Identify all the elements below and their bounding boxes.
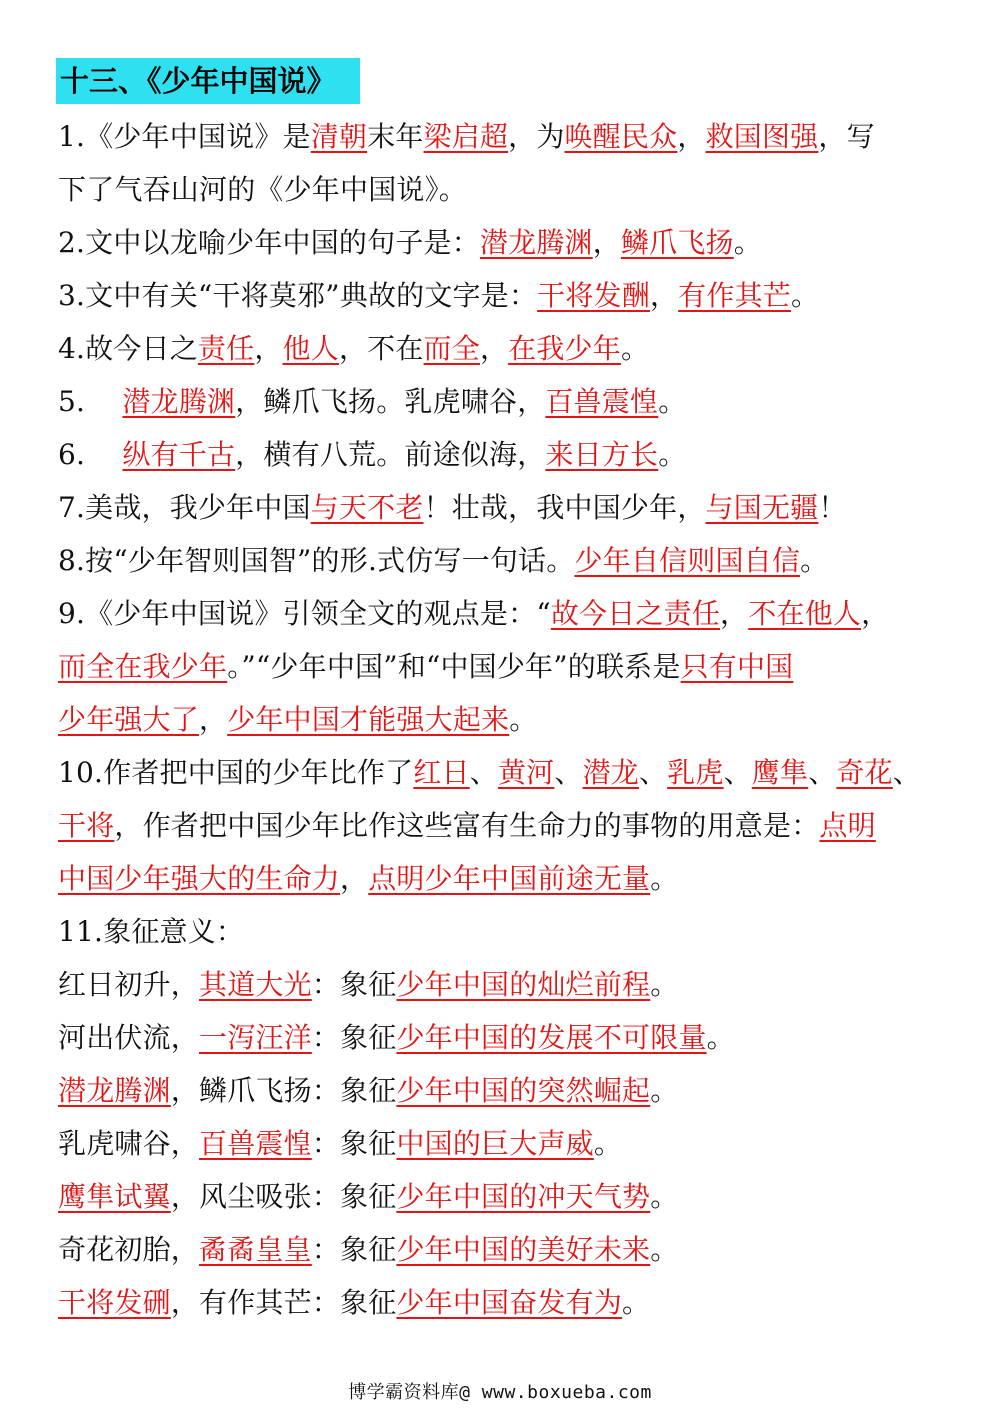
- body-text: 。: [650, 1180, 679, 1213]
- body-text: 、: [892, 756, 921, 789]
- answer-text: 点明少年中国前途无量: [368, 862, 651, 895]
- body-text: 、: [723, 756, 752, 789]
- text-line: [58, 905, 948, 958]
- body-text: 。: [800, 544, 829, 577]
- body-text: 乳虎啸谷，: [58, 1127, 200, 1160]
- body-text: 。: [620, 332, 650, 365]
- text-line: [58, 1064, 948, 1117]
- text-line: [58, 534, 948, 587]
- answer-text: 乳虎: [667, 756, 724, 789]
- answer-text: 潜龙腾渊: [58, 1074, 171, 1107]
- body-text: 。: [650, 862, 679, 895]
- answer-text: 与国无疆: [705, 491, 819, 524]
- answer-text: 少年自信则国自信: [574, 544, 801, 577]
- content-body: [58, 110, 948, 1329]
- body-text: ！: [818, 491, 847, 524]
- answer-text: 他人: [282, 332, 339, 365]
- body-text: ，: [720, 597, 749, 630]
- body-text: ，鳞爪飞扬。乳虎啸谷，: [235, 385, 546, 418]
- body-text: 下了气吞山河的《少年中国说》。: [58, 173, 468, 206]
- body-text: ，不在: [338, 332, 424, 365]
- body-text: 。: [658, 385, 687, 418]
- text-line: [58, 1117, 948, 1170]
- body-text: ，: [861, 597, 890, 630]
- answer-text: 来日方长: [545, 438, 659, 471]
- text-line: [58, 1011, 948, 1064]
- body-text: 3.文中有关“干将莫邪”典故的文字是：: [58, 279, 538, 312]
- answer-text: 有作其芒: [678, 279, 791, 312]
- body-text: 、: [469, 756, 498, 789]
- body-text: 红日初升，: [58, 968, 200, 1001]
- body-text: 10.作者把中国的少年比作了: [58, 756, 414, 789]
- answer-text: 救国图强: [705, 120, 819, 153]
- answer-text: 而全: [423, 332, 480, 365]
- body-text: ，横有八荒。前途似海，: [235, 438, 546, 471]
- body-text: ：象征: [311, 1233, 397, 1266]
- body-text: ：象征: [311, 1021, 397, 1054]
- text-line: [58, 587, 948, 640]
- body-text: ：象征: [311, 968, 397, 1001]
- text-line: [58, 322, 948, 375]
- body-text: ，作者把中国少年比作这些富有生命力的事物的用意是：: [114, 809, 820, 842]
- body-text: 。: [733, 226, 762, 259]
- answer-text: 其道大光: [199, 968, 312, 1001]
- answer-text: 而全在我少年: [58, 650, 228, 683]
- body-text: 。: [650, 1074, 679, 1107]
- answer-text: 少年中国的灿烂前程: [396, 968, 651, 1001]
- body-text: ，风尘吸张：象征: [170, 1180, 397, 1213]
- text-line: [58, 1223, 948, 1276]
- body-text: 。: [622, 1286, 651, 1319]
- body-text: 2.文中以龙喻少年中国的句子是：: [58, 226, 480, 259]
- answer-text: 奇花: [836, 756, 893, 789]
- answer-text: 红日: [413, 756, 470, 789]
- text-line: [58, 1276, 948, 1329]
- answer-text: 干将发酬: [537, 279, 650, 312]
- text-line: [58, 163, 948, 216]
- body-text: 、: [554, 756, 583, 789]
- body-text: 。: [593, 1127, 623, 1160]
- body-text: ，: [254, 332, 283, 365]
- text-line: [58, 269, 948, 322]
- body-text: 。: [706, 1021, 735, 1054]
- answer-text: 百兽震惶: [199, 1127, 312, 1160]
- answer-text: 干将: [58, 809, 115, 842]
- body-text: ，: [677, 120, 706, 153]
- answer-text: 黄河: [497, 756, 555, 789]
- body-text: 、: [808, 756, 837, 789]
- text-line: [58, 958, 948, 1011]
- answer-text: 少年中国才能强大起来: [227, 703, 510, 736]
- answer-text: 与天不老: [310, 491, 424, 524]
- answer-text: 纵有千古: [122, 438, 236, 471]
- body-text: 奇花初胎，: [58, 1233, 200, 1266]
- answer-text: 潜龙腾渊: [479, 226, 593, 259]
- answer-text: 鹰隼试翼: [58, 1180, 171, 1213]
- body-text: 。”“少年中国”和“中国少年”的联系是: [227, 650, 681, 683]
- answer-text: 中国的巨大声威: [396, 1127, 594, 1160]
- answer-text: 少年中国的突然崛起: [396, 1074, 651, 1107]
- body-text: ！壮哉，我中国少年，: [423, 491, 706, 524]
- body-text: 6.: [58, 438, 123, 471]
- body-text: ，: [479, 332, 509, 365]
- body-text: ，: [340, 862, 369, 895]
- text-line: [58, 110, 948, 163]
- text-line: [58, 481, 948, 534]
- body-text: ，写: [818, 120, 875, 153]
- answer-text: 只有中国: [680, 650, 794, 683]
- body-text: ，鳞爪飞扬：象征: [170, 1074, 397, 1107]
- body-text: 11.象征意义：: [58, 915, 245, 948]
- answer-text: 少年强大了: [58, 703, 200, 736]
- text-line: [58, 640, 948, 693]
- text-line: [58, 746, 948, 799]
- answer-text: 潜龙腾渊: [122, 385, 236, 418]
- answer-text: 少年中国的冲天气势: [396, 1180, 651, 1213]
- text-line: [58, 1170, 948, 1223]
- body-text: 、: [638, 756, 668, 789]
- body-text: 1.《少年中国说》是: [58, 120, 311, 153]
- answer-text: 在我少年: [508, 332, 621, 365]
- text-line: [58, 693, 948, 746]
- text-line: [58, 216, 948, 269]
- answer-text: 少年中国奋发有为: [396, 1286, 623, 1319]
- body-text: 7.美哉，我少年中国: [58, 491, 311, 524]
- body-text: 。: [650, 1233, 679, 1266]
- answer-text: 潜龙: [582, 756, 639, 789]
- answer-text: 鳞爪飞扬: [620, 226, 734, 259]
- body-text: 。: [658, 438, 687, 471]
- answer-text: 不在他人: [748, 597, 862, 630]
- text-line: [58, 375, 948, 428]
- body-text: 。: [790, 279, 820, 312]
- footer-watermark: 博学霸资料库@ www.boxueba.com: [348, 1382, 652, 1403]
- answer-text: 少年中国的发展不可限量: [396, 1021, 707, 1054]
- body-text: ，为: [508, 120, 565, 153]
- body-text: 5.: [58, 385, 123, 418]
- body-text: ，: [199, 703, 228, 736]
- text-line: [58, 852, 948, 905]
- body-text: 9.《少年中国说》引领全文的观点是：“: [58, 597, 551, 630]
- answer-text: 矞矞皇皇: [199, 1233, 312, 1266]
- answer-text: 唤醒民众: [564, 120, 678, 153]
- answer-text: 百兽震惶: [545, 385, 659, 418]
- body-text: ：象征: [311, 1127, 397, 1160]
- answer-text: 中国少年强大的生命力: [58, 862, 341, 895]
- answer-text: 鹰隼: [751, 756, 809, 789]
- answer-text: 清朝: [310, 120, 368, 153]
- body-text: 河出伏流，: [58, 1021, 200, 1054]
- answer-text: 责任: [197, 332, 255, 365]
- section-title: 十三、《少年中国说》: [56, 58, 360, 104]
- body-text: 。: [650, 968, 679, 1001]
- body-text: ，有作其芒：象征: [170, 1286, 397, 1319]
- answer-text: 梁启超: [423, 120, 509, 153]
- body-text: 。: [509, 703, 538, 736]
- answer-text: 干将发硎: [58, 1286, 171, 1319]
- answer-text: 一泻汪洋: [199, 1021, 312, 1054]
- answer-text: 点明: [819, 809, 876, 842]
- text-line: [58, 428, 948, 481]
- answer-text: 少年中国的美好未来: [396, 1233, 651, 1266]
- body-text: ，: [649, 279, 679, 312]
- text-line: [58, 799, 948, 852]
- body-text: ，: [592, 226, 621, 259]
- body-text: 8.按“少年智则国智”的形.式仿写一句话。: [58, 544, 575, 577]
- body-text: 4.故今日之: [58, 332, 198, 365]
- body-text: 末年: [367, 120, 424, 153]
- answer-text: 故今日之责任: [550, 597, 721, 630]
